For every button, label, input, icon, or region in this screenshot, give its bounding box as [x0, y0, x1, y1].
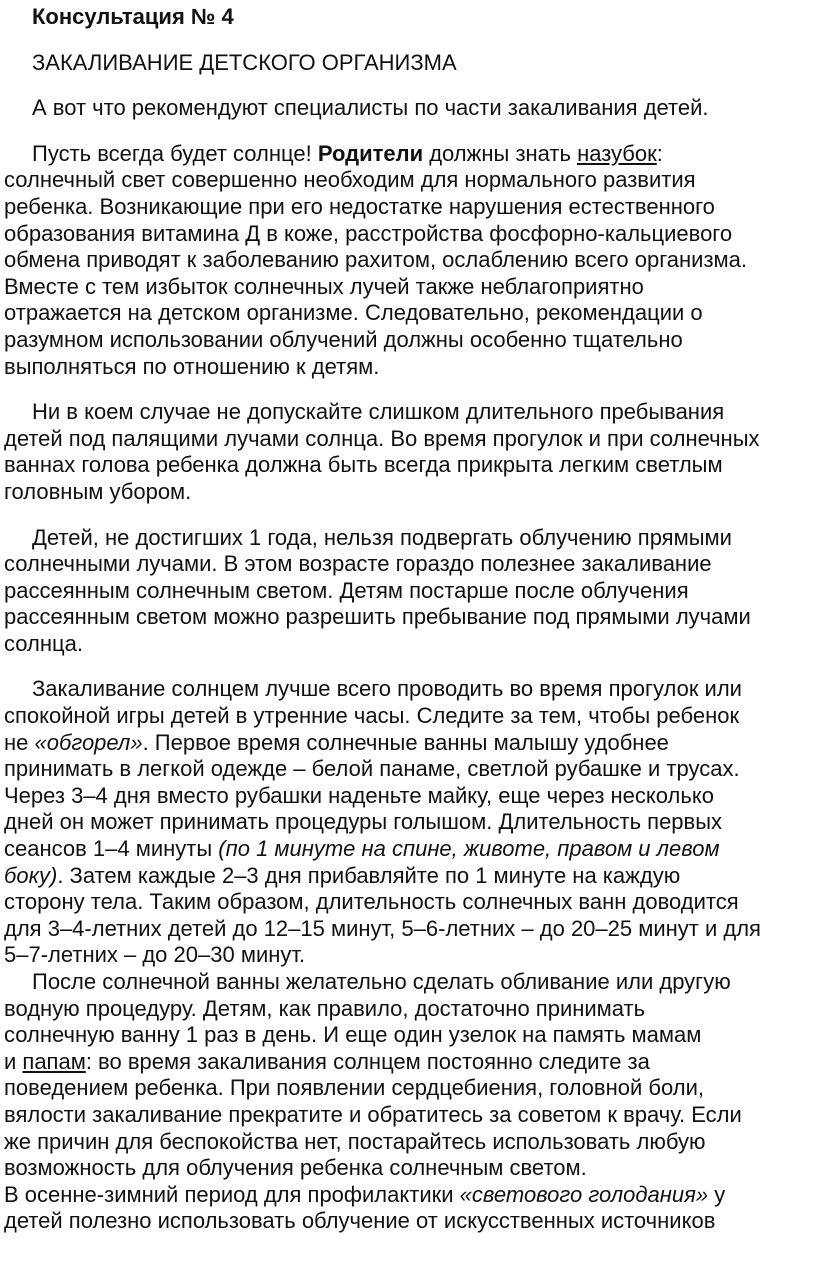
text-line: принимать в легкой одежде – белой панаме, светлой рубашке и трусах. — [4, 756, 740, 782]
text-line — [4, 836, 812, 863]
text-line: Закаливание солнцем лучше всего проводить во время прогулок или — [32, 676, 742, 702]
text-line — [4, 863, 812, 890]
underlined-text: папам — [22, 1048, 86, 1074]
text-line — [4, 141, 812, 168]
text-line — [4, 1049, 812, 1076]
text-line: ребенка. Возникающие при его недостатке нарушения естественного — [4, 193, 715, 219]
text-line: обмена приводят к заболеванию рахитом, ослаблению всего организма. — [4, 247, 748, 273]
paragraph-autumn-winter — [4, 1182, 812, 1235]
text-run: и — [4, 1048, 23, 1074]
intro-paragraph: А вот что рекомендуют специалисты по части закаливания детей. — [32, 95, 709, 121]
text-line: для 3–4-летних детей до 12–15 минут, 5–6-летних – до 20–25 минут и для — [4, 915, 761, 941]
italic-text: «светового голодания» — [459, 1181, 709, 1207]
text-line: Вместе с тем избыток солнечных лучей также неблагоприятно — [4, 273, 644, 299]
text-line: водную процедуру. Детям, как правило, достаточно принимать — [4, 995, 646, 1021]
paragraph-infants — [4, 525, 812, 658]
text-line: солнечную ванну 1 раз в день. И еще один узелок на память мамам — [4, 1022, 702, 1048]
text-line: возможность для облучения ребенка солнечным светом. — [4, 1155, 587, 1181]
italic-text: боку) — [4, 862, 58, 888]
text-line: Ни в коем случае не допускайте слишком длительного пребывания — [32, 399, 725, 425]
text-line: ваннах голова ребенка должна быть всегда прикрыта легким светлым — [4, 452, 723, 478]
text-line: же причин для беспокойства нет, постарайтесь использовать любую — [4, 1128, 706, 1154]
text-line: рассеянным солнечным светом. Детям постарше после облучения — [4, 577, 689, 603]
text-line: детей полезно использовать облучение от искусственных источников — [4, 1208, 716, 1234]
paragraph-headwear — [4, 399, 812, 505]
paragraph-after-bath — [4, 969, 812, 1182]
text-line: солнца. — [4, 630, 83, 656]
text-line: солнечными лучами. В этом возрасте гораздо полезнее закаливание — [4, 551, 712, 577]
text-line: поведением ребенка. При появлении сердцебиения, головной боли, — [4, 1075, 704, 1101]
text-line: Через 3–4 дня вместо рубашки наденьте майку, еще через несколько — [4, 782, 714, 808]
text-line: рассеянным светом можно разрешить пребывание под прямыми лучами — [4, 604, 751, 630]
text-line: После солнечной ванны желательно сделать обливание или другую — [32, 969, 731, 994]
text-line: головным убором. — [4, 478, 192, 504]
text-line — [4, 730, 812, 757]
text-line: спокойной игры детей в утренние часы. Следите за тем, чтобы ребенок — [4, 703, 740, 729]
text-line: разумном использовании облучений должны особенно тщательно — [4, 326, 683, 352]
text-line: сторону тела. Таким образом, длительность солнечных ванн доводится — [4, 889, 739, 915]
text-run: . Затем каждые 2–3 дня прибавляйте по 1 минуте на каждую — [57, 862, 681, 888]
paragraph-procedure — [4, 676, 812, 969]
text-line: образования витамина Д в коже, расстройства фосфорно-кальциевого — [4, 220, 733, 246]
text-run: должны знать — [423, 140, 578, 166]
document-title: Консультация № 4 — [32, 4, 234, 29]
text-line: детей под палящими лучами солнца. Во время прогулок и при солнечных — [4, 425, 760, 451]
text-run: сеансов 1–4 минуты — [4, 836, 219, 862]
text-run: . Первое время солнечные ванны малышу удобнее — [142, 729, 669, 755]
text-run: : во время закаливания солнцем постоянно следите за — [85, 1048, 650, 1074]
document-heading: ЗАКАЛИВАНИЕ ДЕТСКОГО ОРГАНИЗМА — [32, 49, 457, 75]
italic-text: «обгорел» — [34, 729, 143, 755]
text-line: дней он может принимать процедуры голышом. Длительность первых — [4, 809, 723, 835]
underlined-text: назубок — [577, 140, 657, 166]
text-line: выполняться по отношению к детям. — [4, 353, 380, 379]
bold-text: Родители — [317, 140, 424, 166]
text-run: у — [708, 1181, 726, 1207]
text-run: Пусть всегда будет солнце! — [32, 140, 318, 166]
text-run: не — [4, 729, 35, 755]
italic-text: (по 1 минуте на спине, животе, правом и левом — [218, 836, 720, 862]
paragraph-sunlight — [4, 141, 812, 380]
text-line: отражается на детском организме. Следовательно, рекомендации о — [4, 300, 703, 326]
text-line: 5–7-летних – до 20–30 минут. — [4, 942, 306, 968]
text-run: : — [656, 140, 663, 166]
text-run: В осенне-зимний период для профилактики — [4, 1181, 460, 1207]
text-line: солнечный свет совершенно необходим для нормального развития — [4, 167, 696, 193]
text-line: Детей, не достигших 1 года, нельзя подвергать облучению прямыми — [32, 524, 732, 550]
text-line — [4, 1182, 812, 1209]
text-line: вялости закаливание прекратите и обратитесь за советом к врачу. Если — [4, 1101, 742, 1127]
